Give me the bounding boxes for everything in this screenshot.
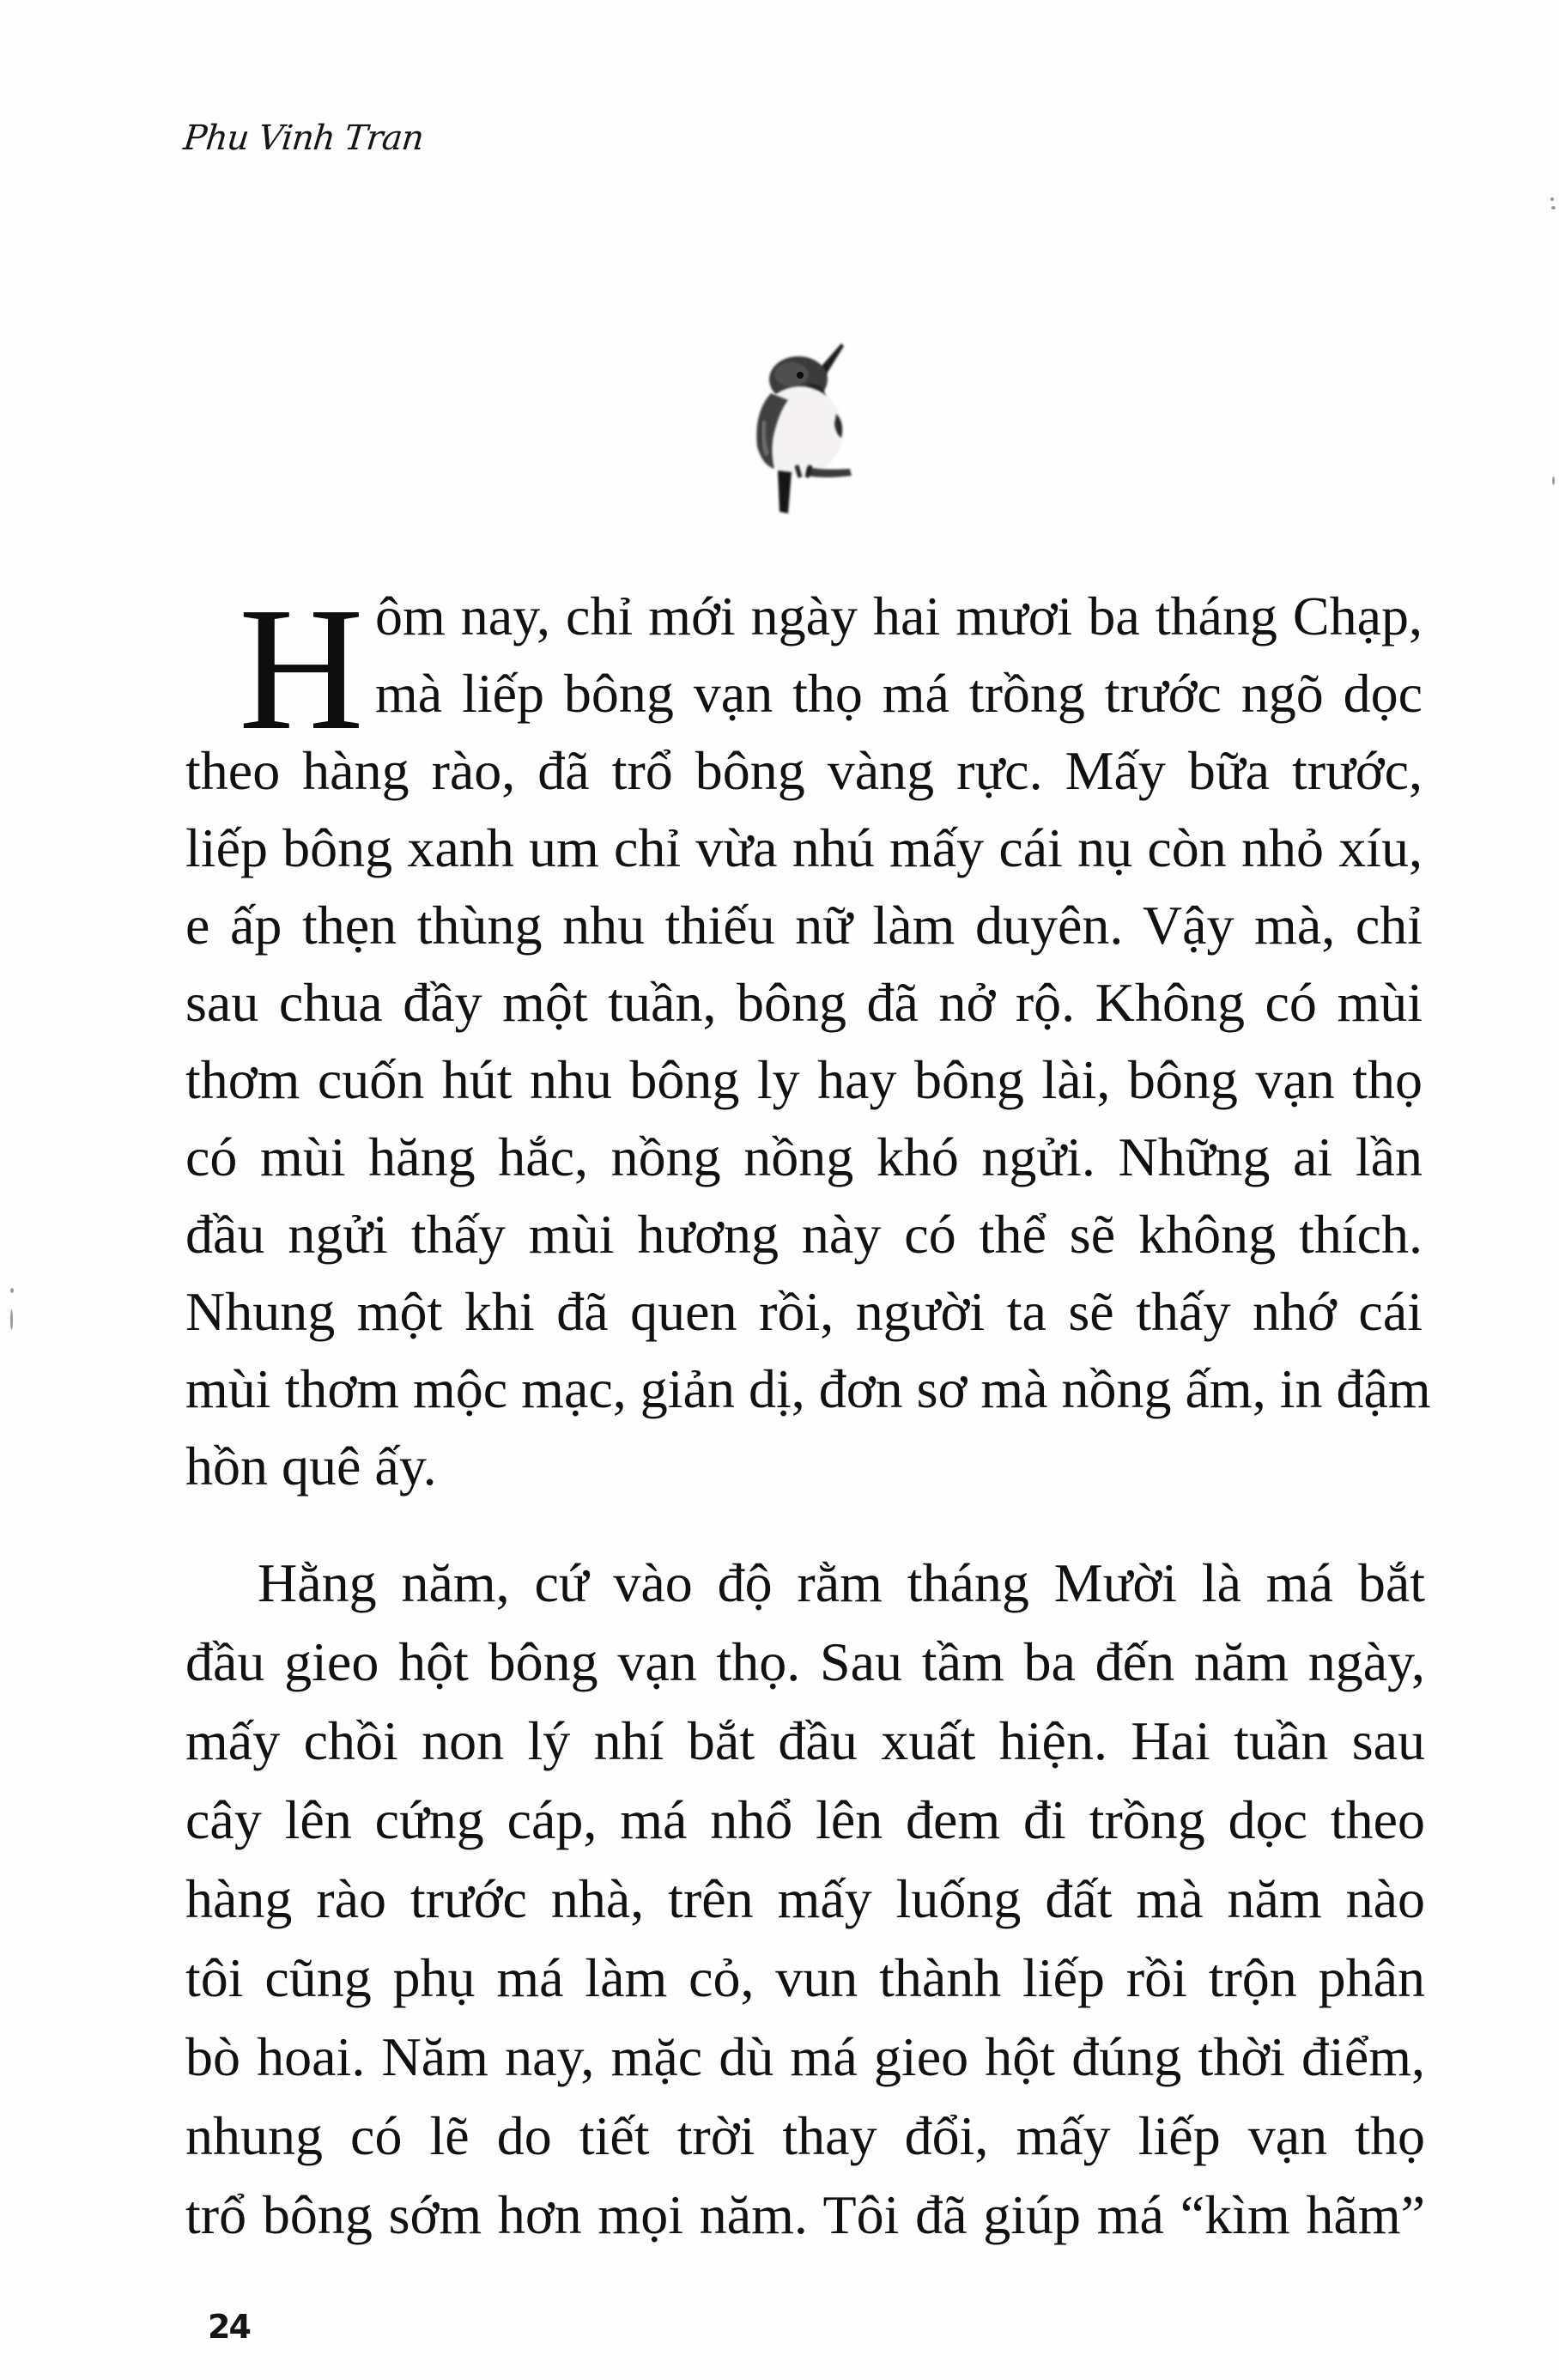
text-line: bò hoai. Năm nay, mặc dù má gieo hột đúng thời điểm, [185,2026,1425,2087]
text-line: theo hàng rào, đã trổ bông vàng rực. Mấy bữa trước, [185,740,1423,801]
text-line: đầu gieo hột bông vạn thọ. Sau tầm ba đến năm ngày, [185,1631,1425,1692]
text-line: có mùi hăng hắc, nồng nồng khó ngửi. Những ai lần [185,1126,1423,1187]
text-line: liếp bông xanh um chỉ vừa nhú mấy cái nụ còn nhỏ xíu, [185,817,1423,878]
text-line: mùi thơm mộc mạc, giản dị, đơn sơ mà nồng ấm, in đậm [185,1358,1431,1419]
text-line: tôi cũng phụ má làm cỏ, vun thành liếp rồi trộn phân [185,1947,1425,2008]
text-line: Nhung một khi đã quen rồi, người ta sẽ thấy nhớ cái [185,1281,1423,1342]
text-line: mấy chồi non lý nhí bắt đầu xuất hiện. Hai tuần sau [185,1710,1425,1771]
drop-cap: H [239,570,364,767]
text-line: thơm cuốn hút nhu bông ly hay bông lài, bông vạn thọ [185,1049,1423,1110]
scan-speck [10,1288,14,1293]
text-line: mà liếp bông vạn thọ má trồng trước ngõ dọc [375,663,1423,724]
page-number: 24 [208,2308,250,2346]
text-line: Hằng năm, cứ vào độ rằm tháng Mười là má bắt [258,1552,1425,1613]
text-line: cây lên cứng cáp, má nhổ lên đem đi trồng dọc theo [185,1789,1425,1850]
scan-speck [1552,477,1555,485]
bird-icon [721,318,867,515]
text-line: đầu ngửi thấy mùi hương này có thể sẽ không thích. [185,1204,1423,1265]
text-line: nhung có lẽ do tiết trời thay đổi, mấy liếp vạn thọ [185,2105,1425,2166]
scan-speck [1550,197,1554,201]
text-line: trổ bông sớm hơn mọi năm. Tôi đã giúp má “kìm hãm” [185,2184,1425,2245]
text-line: ôm nay, chỉ mới ngày hai mươi ba tháng Chạp, [375,586,1423,647]
text-line: hàng rào trước nhà, trên mấy luống đất mà năm nào [185,1868,1425,1929]
text-line: sau chua đầy một tuần, bông đã nở rộ. Không có mùi [185,972,1423,1033]
scan-speck [10,1309,13,1330]
running-header-author: Phu Vinh Tran [181,118,426,158]
text-line: e ấp thẹn thùng nhu thiếu nữ làm duyên. Vậy mà, chỉ [185,895,1423,956]
text-line: hồn quê ấy. [185,1436,437,1497]
scan-speck [1551,206,1556,209]
